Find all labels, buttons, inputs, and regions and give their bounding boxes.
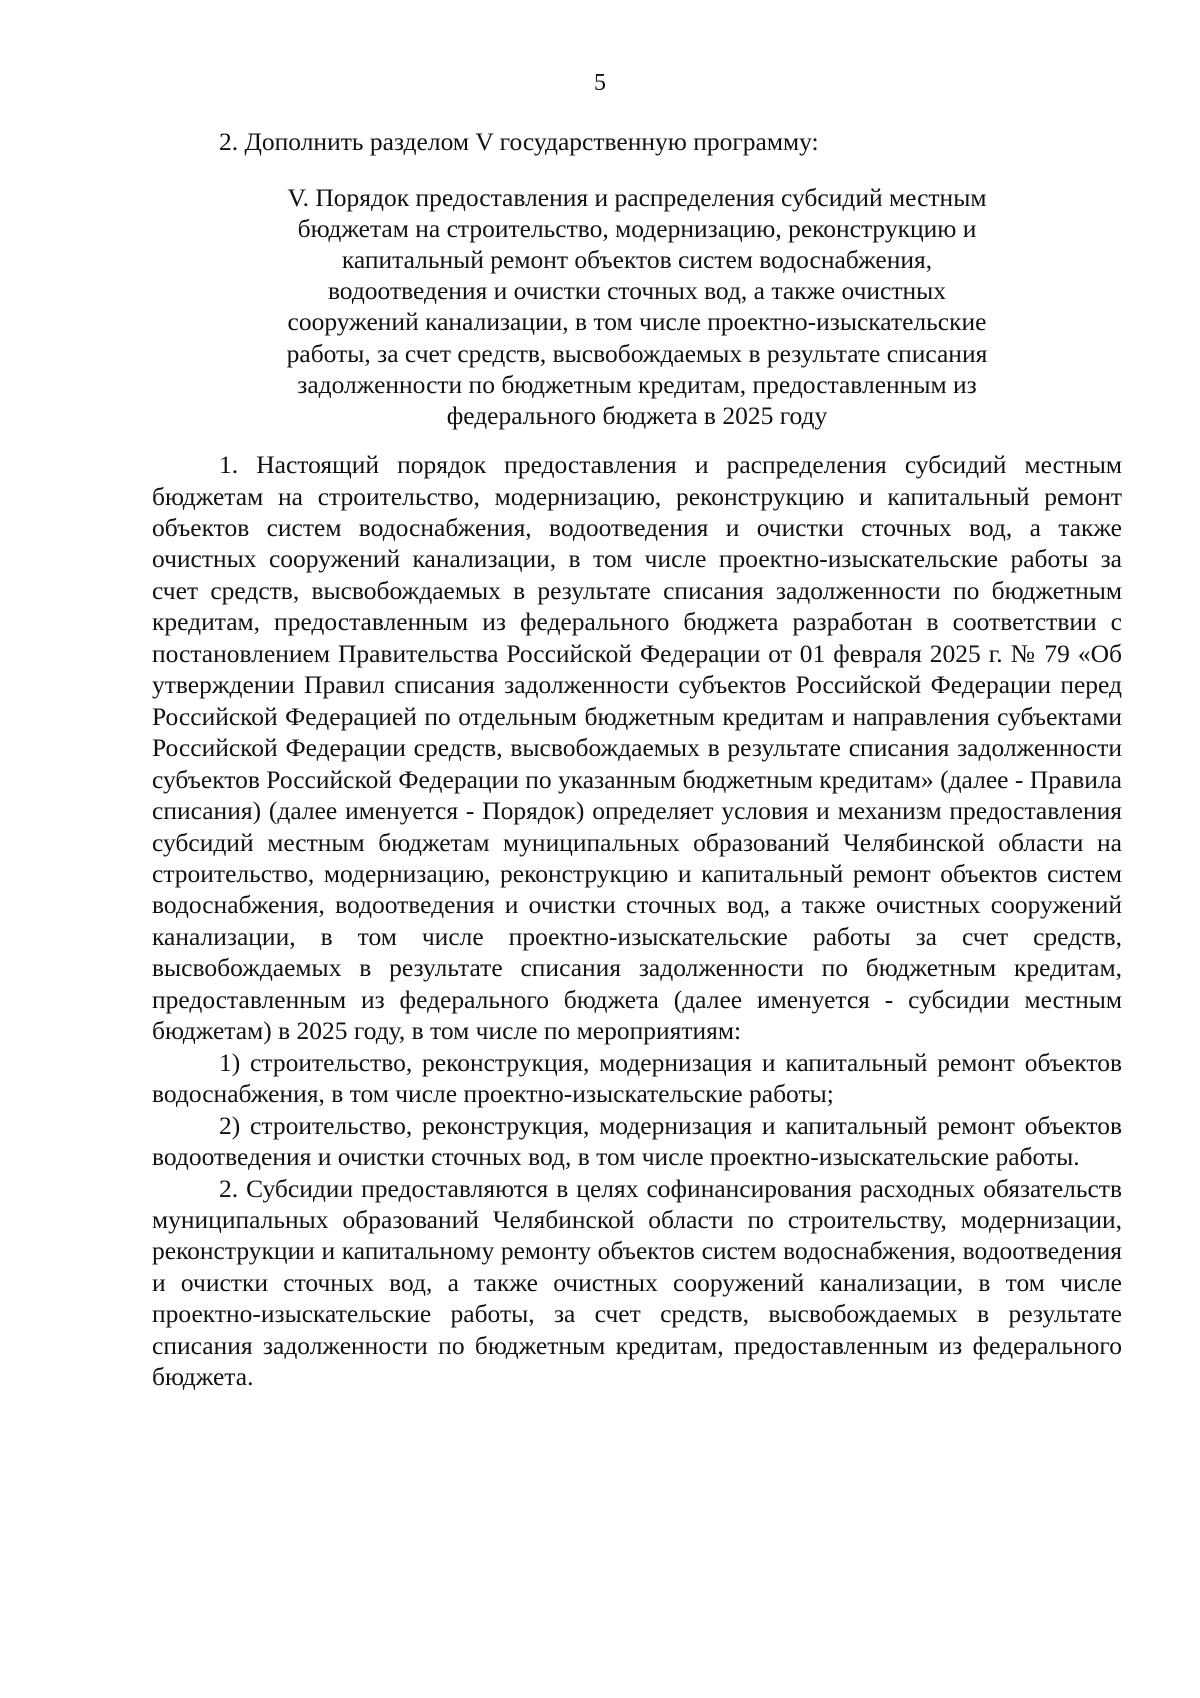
section-title-line: сооружений канализации, в том числе проектно-изыскательские	[287, 307, 987, 337]
section-title-line: капитальный ремонт объектов систем водоснабжения,	[341, 244, 933, 274]
section-title-line: федерального бюджета в 2025 году	[446, 400, 828, 430]
section-title-line: V. Порядок предоставления и распределения субсидий местным	[287, 182, 987, 212]
document-body	[152, 126, 1122, 1393]
section-title-line: задолженности по бюджетным кредитам, предоставленным из	[297, 369, 977, 399]
body-paragraph: 1. Настоящий порядок предоставления и распределения субсидий местным бюджетам на строительство, модернизацию, реконструкцию и капитальный ремонт объектов систем водоснабжения, водоотведения и очистки сточных вод, а также очистных сооружений канализации, в том числе проектно-изыскательские работы за счет средств, высвобождаемых в результате списания задолженности по бюджетным кредитам, предоставленным из федерального бюджета разработан в соответствии с постановлением Правительства Российской Федерации от 01 февраля 2025 г. № 79 «Об утверждении Правил списания задолженности субъектов Российской Федерации перед Российской Федерацией по отдельным бюджетным кредитам и направления субъектами Российской Федерации средств, высвобождаемых в результате списания задолженности субъектов Российской Федерации по указанным бюджетным кредитам» (далее - Правила списания) (далее именуется - Порядок) определяет условия и механизм предоставления субсидий местным бюджетам муниципальных образований Челябинской области на строительство, модернизацию, реконструкцию и капитальный ремонт объектов систем водоснабжения, водоотведения и очистки сточных вод, а также очистных сооружений канализации, в том числе проектно-изыскательские работы за счет средств, высвобождаемых в результате списания задолженности по бюджетным кредитам, предоставленным из федерального бюджета (далее именуется - субсидии местным бюджетам) в 2025 году, в том числе по мероприятиям:	[152, 450, 1122, 1046]
section-title	[242, 182, 1032, 432]
list-item: 2) строительство, реконструкция, модернизация и капитальный ремонт объектов водоотведения и очистки сточных вод, в том числе проектно-изыскательские работы.	[152, 1110, 1122, 1172]
page-number: 5	[594, 70, 606, 96]
list-item: 1) строительство, реконструкция, модернизация и капитальный ремонт объектов водоснабжения, в том числе проектно-изыскательские работы;	[152, 1047, 1122, 1109]
body-paragraph: 2. Субсидии предоставляются в целях софинансирования расходных обязательств муниципальных образований Челябинской области по строительству, модернизации, реконструкции и капитальному ремонту объектов систем водоснабжения, водоотведения и очистки сточных вод, а также очистных сооружений канализации, в том числе проектно-изыскательские работы, за счет средств, высвобождаемых в результате списания задолженности по бюджетным кредитам, предоставленным из федерального бюджета.	[152, 1173, 1122, 1392]
section-title-line: работы, за счет средств, высвобождаемых в результате списания	[286, 338, 988, 368]
section-title-line: бюджетам на строительство, модернизацию, реконструкцию и	[297, 213, 977, 243]
intro-paragraph: 2. Дополнить разделом V государственную программу:	[219, 127, 819, 156]
section-title-line: водоотведения и очистки сточных вод, а также очистных	[327, 276, 947, 306]
